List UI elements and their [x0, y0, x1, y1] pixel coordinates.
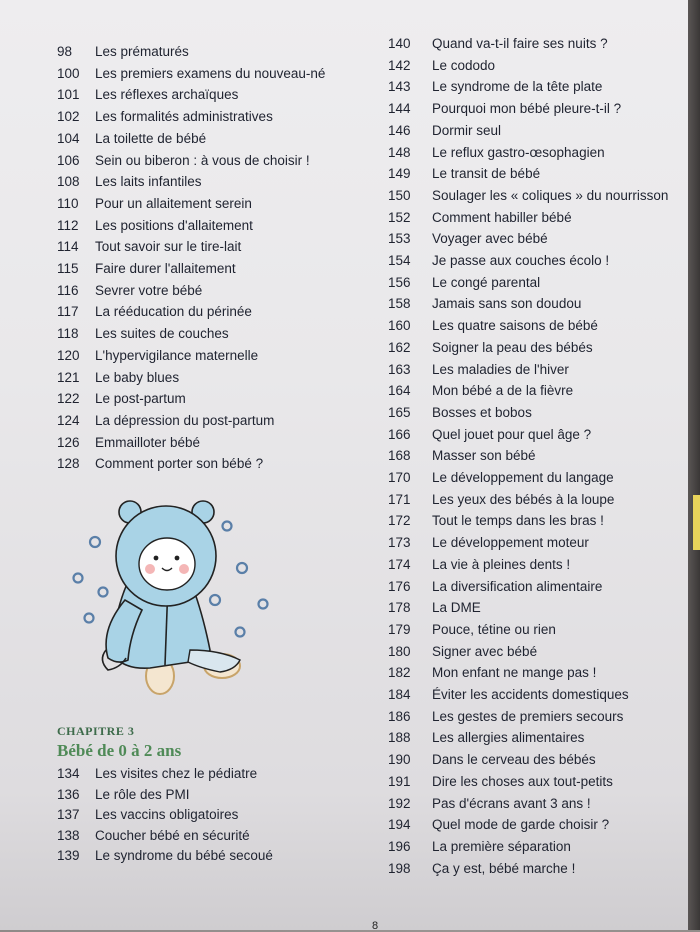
toc-page-number: 174 [388, 556, 411, 572]
toc-entry-title: Les vaccins obligatoires [95, 807, 239, 822]
toc-entry [388, 253, 609, 268]
toc-page-number: 114 [57, 239, 79, 255]
toc-entry-title: La DME [432, 600, 481, 616]
toc-page-number: 101 [57, 87, 80, 103]
toc-page-number: 108 [57, 174, 80, 190]
toc-entry-title: Le transit de bébé [432, 166, 541, 182]
toc-page-number: 162 [388, 339, 411, 355]
toc-page-number: 191 [388, 773, 411, 789]
toc-entry-title: Les réflexes archaïques [95, 87, 239, 103]
toc-page-number: 178 [388, 600, 411, 616]
toc-page-number: 139 [57, 848, 80, 863]
toc-entry-title: Les premiers examens du nouveau-né [95, 65, 326, 81]
toc-entry [57, 391, 186, 406]
toc-entry [388, 861, 575, 876]
toc-entry [57, 109, 273, 124]
toc-page-number: 190 [388, 752, 411, 768]
toc-entry-title: Les suites de couches [95, 326, 229, 342]
toc-entry [388, 557, 570, 572]
toc-entry-title: Sein ou biberon : à vous de choisir ! [95, 152, 310, 168]
toc-entry-title: Ça y est, bébé marche ! [432, 860, 576, 876]
toc-page-number: 153 [388, 231, 411, 247]
toc-entry [388, 579, 602, 594]
toc-entry-title: La vie à pleines dents ! [432, 556, 571, 572]
toc-page-number: 182 [388, 665, 411, 681]
toc-entry [388, 752, 596, 767]
toc-entry-title: Le baby blues [95, 369, 180, 385]
toc-entry [388, 730, 584, 745]
toc-entry [388, 362, 569, 377]
toc-page-number: 188 [388, 730, 411, 746]
toc-page-number: 104 [57, 130, 80, 146]
toc-entry-title: Le développement moteur [432, 535, 589, 551]
toc-page-number: 179 [388, 621, 411, 637]
page-number: 8 [372, 920, 379, 932]
toc-entry [388, 296, 581, 311]
toc-entry-title: Bosses et bobos [432, 404, 532, 420]
toc-entry-title: Comment porter son bébé ? [95, 456, 264, 472]
toc-page-number: 138 [57, 827, 80, 843]
toc-entry [57, 766, 257, 781]
toc-entry-title: Emmailloter bébé [95, 434, 201, 450]
toc-entry [57, 326, 229, 341]
toc-entry-title: Soigner la peau des bébés [432, 339, 593, 355]
page-edge [688, 0, 700, 930]
toc-entry [388, 665, 596, 680]
toc-entry-title: Les yeux des bébés à la loupe [432, 491, 615, 507]
toc-entry [388, 535, 589, 550]
toc-entry [57, 174, 202, 189]
toc-entry [388, 709, 623, 724]
toc-entry [388, 145, 605, 160]
toc-page-number: 176 [388, 578, 411, 594]
toc-entry [57, 807, 238, 822]
toc-entry [57, 370, 179, 385]
toc-entry [57, 218, 253, 233]
toc-entry [388, 123, 501, 138]
toc-entry-title: Le développement du langage [432, 470, 614, 485]
toc-entry [57, 413, 274, 428]
toc-entry [57, 848, 273, 863]
toc-page-number: 156 [388, 274, 411, 290]
toc-entry-title: L'hypervigilance maternelle [95, 347, 259, 363]
toc-entry [57, 348, 258, 363]
toc-entry [388, 210, 572, 225]
toc-page-number: 171 [388, 491, 411, 507]
toc-entry-title: Soulager les « coliques » du nourrisson [432, 187, 669, 203]
toc-entry [388, 188, 668, 203]
toc-page-number: 100 [57, 65, 80, 81]
toc-page-number: 148 [388, 144, 411, 160]
toc-entry [57, 456, 263, 471]
chapter-title: Bébé de 0 à 2 ans [57, 741, 182, 760]
toc-entry [388, 275, 540, 290]
toc-entry-title: Le syndrome de la tête plate [432, 79, 603, 95]
toc-entry-title: Le rôle des PMI [95, 786, 190, 802]
toc-entry [388, 36, 608, 51]
toc-page-number: 163 [388, 361, 411, 377]
toc-entry [388, 383, 573, 398]
toc-entry [57, 66, 325, 81]
toc-entry-title: Pas d'écrans avant 3 ans ! [432, 795, 591, 811]
toc-entry [57, 196, 252, 211]
toc-entry-title: Tout savoir sur le tire-lait [95, 239, 242, 255]
toc-entry-title: Voyager avec bébé [432, 231, 548, 247]
toc-page-number: 198 [388, 860, 411, 876]
toc-entry-title: Jamais sans son doudou [432, 296, 582, 312]
toc-entry-title: Les positions d'allaitement [95, 217, 253, 233]
toc-entry [388, 774, 613, 789]
toc-entry-title: La rééducation du périnée [95, 304, 252, 320]
toc-page-number: 166 [388, 426, 411, 442]
baby-snowsuit-illustration [70, 500, 280, 700]
toc-entry [388, 427, 591, 442]
toc-entry [57, 87, 238, 102]
toc-entry [388, 79, 602, 94]
toc-page-number: 144 [388, 101, 411, 117]
toc-page-number: 142 [388, 57, 411, 73]
toc-entry-title: Dire les choses aux tout-petits [432, 773, 613, 789]
toc-page-number: 134 [57, 766, 80, 781]
toc-entry [388, 318, 598, 333]
toc-page-number: 121 [57, 369, 80, 385]
toc-page-number: 172 [388, 513, 411, 529]
toc-entry [388, 448, 536, 463]
toc-page-number: 117 [57, 304, 79, 320]
toc-page-number: 154 [388, 253, 411, 268]
toc-entry [388, 513, 604, 528]
toc-entry-title: Pour un allaitement serein [95, 195, 252, 211]
toc-page-number: 192 [388, 795, 411, 811]
toc-entry [388, 796, 591, 811]
toc-page-number: 194 [388, 817, 411, 833]
toc-page-number: 152 [388, 209, 411, 225]
toc-page-number: 102 [57, 109, 80, 125]
toc-entry [57, 828, 250, 843]
toc-page-number: 128 [57, 456, 80, 472]
toc-page-number: 165 [388, 404, 411, 420]
toc-entry [388, 644, 537, 659]
toc-entry-title: Le post-partum [95, 391, 186, 407]
toc-entry [57, 153, 310, 168]
toc-entry [388, 817, 609, 832]
toc-page-number: 196 [388, 838, 411, 854]
toc-entry-title: Les formalités administratives [95, 109, 273, 125]
toc-page-number: 149 [388, 166, 411, 182]
toc-page-number: 136 [57, 786, 80, 802]
toc-entry [388, 58, 495, 73]
toc-entry-title: Le cododo [432, 57, 496, 73]
toc-entry-title: Comment habiller bébé [432, 209, 572, 225]
toc-entry-title: Pouce, tétine ou rien [432, 621, 556, 637]
toc-entry [388, 839, 571, 854]
toc-page-number: 170 [388, 470, 411, 485]
toc-entry [57, 283, 202, 298]
toc-page-number: 164 [388, 383, 411, 399]
toc-entry-title: Les laits infantiles [95, 174, 202, 190]
toc-entry-title: Sevrer votre bébé [95, 282, 203, 298]
toc-entry-title: Les prématurés [95, 44, 189, 59]
toc-entry-title: Signer avec bébé [432, 643, 538, 659]
toc-entry-title: Les quatre saisons de bébé [432, 318, 598, 334]
toc-entry-title: Le reflux gastro-œsophagien [432, 144, 605, 160]
toc-entry [388, 687, 629, 702]
toc-entry-title: Les allergies alimentaires [432, 730, 585, 746]
toc-entry-title: La diversification alimentaire [432, 578, 603, 594]
toc-page-number: 124 [57, 412, 80, 428]
toc-entry-title: Je passe aux couches écolo ! [432, 253, 610, 268]
toc-page-number: 106 [57, 152, 80, 168]
toc-page-number: 143 [388, 79, 411, 95]
toc-entry [57, 131, 206, 146]
toc-entry-title: Les gestes de premiers secours [432, 708, 624, 724]
toc-page-number: 160 [388, 318, 411, 334]
toc-entry-title: Les maladies de l'hiver [432, 361, 569, 377]
toc-page-number: 126 [57, 434, 80, 450]
toc-entry [57, 261, 236, 276]
toc-page-number: 137 [57, 807, 80, 822]
toc-page-number: 184 [388, 687, 411, 702]
toc-entry [57, 435, 200, 450]
toc-entry-title: Mon enfant ne mange pas ! [432, 665, 597, 681]
toc-page-number: 110 [57, 195, 79, 211]
toc-entry [388, 166, 540, 181]
toc-entry [57, 787, 190, 802]
toc-page-number: 112 [57, 217, 79, 233]
toc-entry-title: Le congé parental [432, 274, 541, 290]
toc-entry-title: Quand va-t-il faire ses nuits ? [432, 36, 608, 51]
toc-entry [388, 492, 614, 507]
toc-page-number: 115 [57, 261, 79, 276]
toc-page-number: 146 [388, 122, 411, 138]
toc-entry-title: La dépression du post-partum [95, 412, 275, 428]
toc-page-number: 173 [388, 535, 411, 551]
toc-entry-title: Dans le cerveau des bébés [432, 752, 596, 768]
toc-entry-title: Les visites chez le pédiatre [95, 766, 258, 781]
toc-entry [388, 470, 614, 485]
toc-page-number: 140 [388, 36, 411, 51]
toc-entry [57, 44, 189, 59]
toc-entry [388, 600, 481, 615]
toc-entry-title: Tout le temps dans les bras ! [432, 513, 604, 529]
toc-page-number: 168 [388, 448, 411, 464]
toc-entry-title: Le syndrome du bébé secoué [95, 848, 273, 863]
toc-page-number: 118 [57, 326, 79, 342]
page-tab-marker [693, 495, 700, 550]
toc-entry [388, 405, 532, 420]
toc-entry [388, 101, 621, 116]
toc-entry [388, 340, 593, 355]
toc-entry-title: La toilette de bébé [95, 130, 207, 146]
toc-page-number: 158 [388, 296, 411, 312]
toc-entry-title: Éviter les accidents domestiques [432, 687, 629, 702]
toc-page-number: 98 [57, 44, 73, 59]
toc-entry-title: Coucher bébé en sécurité [95, 827, 250, 843]
toc-page-number: 180 [388, 643, 411, 659]
toc-page-number: 116 [57, 282, 79, 298]
toc-entry-title: La première séparation [432, 838, 571, 854]
toc-page-number: 122 [57, 391, 80, 407]
toc-entry [57, 304, 252, 319]
toc-page-number: 186 [388, 708, 411, 724]
toc-entry-title: Pourquoi mon bébé pleure-t-il ? [432, 101, 622, 117]
toc-entry-title: Masser son bébé [432, 448, 536, 464]
toc-entry-title: Quel jouet pour quel âge ? [432, 426, 592, 442]
toc-entry [57, 239, 241, 254]
toc-entry-title: Mon bébé a de la fièvre [432, 383, 574, 399]
chapter-label: CHAPITRE 3 [57, 724, 135, 738]
toc-page-number: 150 [388, 187, 411, 203]
toc-entry [388, 622, 556, 637]
toc-entry-title: Dormir seul [432, 122, 502, 138]
toc-entry-title: Faire durer l'allaitement [95, 261, 236, 276]
toc-entry [388, 231, 548, 246]
toc-page-number: 120 [57, 347, 80, 363]
toc-entry-title: Quel mode de garde choisir ? [432, 817, 610, 833]
